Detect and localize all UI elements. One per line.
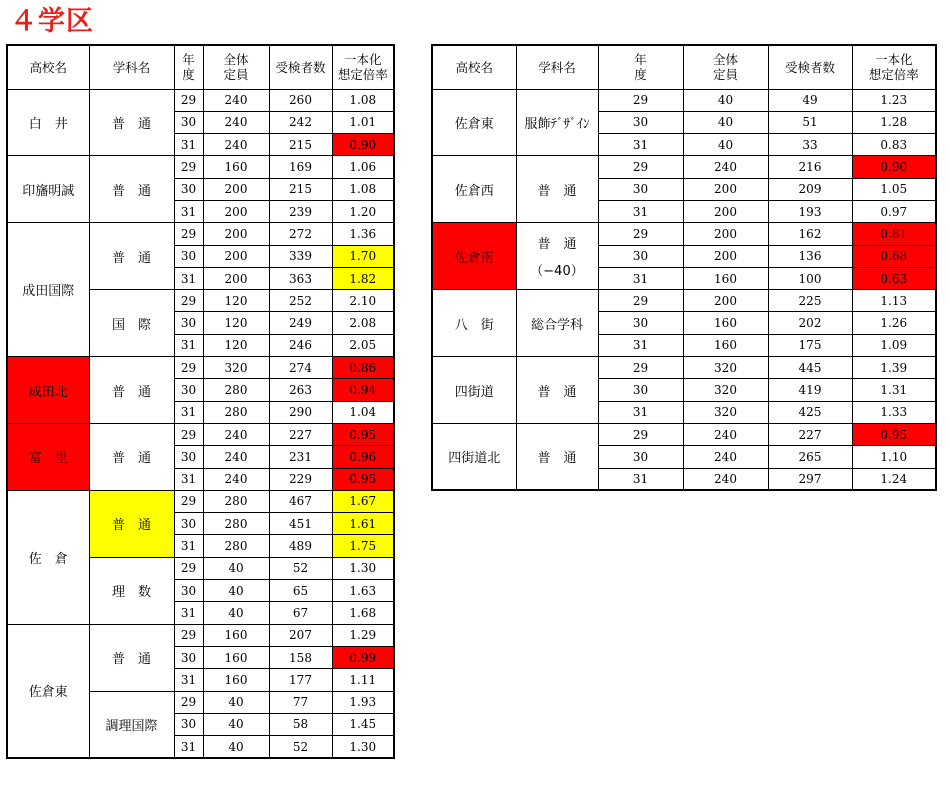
school-name: 白 井 <box>7 89 89 156</box>
department-name: 国 際 <box>89 290 174 357</box>
capacity-cell: 160 <box>203 646 269 668</box>
applicants-cell: 67 <box>269 602 332 624</box>
department-name: 普 通 <box>516 357 598 424</box>
header-department: 学科名 <box>516 45 598 89</box>
ratio-cell: 1.93 <box>332 691 394 713</box>
ratio-cell: 0.90 <box>332 134 394 156</box>
capacity-cell: 280 <box>203 513 269 535</box>
applicants-cell: 227 <box>269 423 332 445</box>
capacity-cell: 320 <box>683 357 768 379</box>
year-cell: 31 <box>598 200 683 222</box>
school-name: 印旛明誠 <box>7 156 89 223</box>
header-school: 高校名 <box>7 45 89 89</box>
department-name: 普 通 <box>89 156 174 223</box>
year-cell: 29 <box>598 156 683 178</box>
year-cell: 29 <box>174 357 203 379</box>
capacity-cell: 240 <box>683 156 768 178</box>
applicants-cell: 193 <box>768 200 852 222</box>
year-cell: 30 <box>174 513 203 535</box>
department-name: 普 通 <box>89 423 174 490</box>
capacity-cell: 40 <box>203 736 269 758</box>
applicants-cell: 252 <box>269 290 332 312</box>
applicants-cell: 202 <box>768 312 852 334</box>
ratio-cell: 1.28 <box>852 111 936 133</box>
header-applicants: 受検者数 <box>269 45 332 89</box>
applicants-cell: 419 <box>768 379 852 401</box>
capacity-cell: 160 <box>203 669 269 691</box>
year-cell: 31 <box>174 468 203 490</box>
year-cell: 31 <box>174 401 203 423</box>
capacity-cell: 120 <box>203 290 269 312</box>
ratio-cell: 1.24 <box>852 468 936 490</box>
applicants-cell: 136 <box>768 245 852 267</box>
ratio-cell: 1.33 <box>852 401 936 423</box>
header-ratio: 一本化 想定倍率 <box>332 45 394 89</box>
ratio-cell: 1.20 <box>332 200 394 222</box>
capacity-cell: 320 <box>683 401 768 423</box>
applicants-cell: 216 <box>768 156 852 178</box>
ratio-cell: 1.68 <box>332 602 394 624</box>
table-row <box>432 423 936 445</box>
ratio-cell: 1.39 <box>852 357 936 379</box>
table-row <box>7 490 394 512</box>
applicants-cell: 227 <box>768 423 852 445</box>
applicants-cell: 51 <box>768 111 852 133</box>
year-cell: 31 <box>598 334 683 356</box>
applicants-cell: 265 <box>768 446 852 468</box>
ratio-cell: 1.61 <box>332 513 394 535</box>
applicants-cell: 162 <box>768 223 852 245</box>
ratio-cell: 2.10 <box>332 290 394 312</box>
applicants-cell: 158 <box>269 646 332 668</box>
capacity-cell: 40 <box>683 134 768 156</box>
table-row <box>7 156 394 178</box>
applicants-cell: 239 <box>269 200 332 222</box>
ratio-cell: 1.70 <box>332 245 394 267</box>
year-cell: 30 <box>174 178 203 200</box>
year-cell: 30 <box>174 713 203 735</box>
school-name: 佐倉西 <box>432 156 516 223</box>
department-name: 普 通 <box>89 490 174 557</box>
year-cell: 30 <box>598 245 683 267</box>
school-name: 四街道 <box>432 357 516 424</box>
capacity-cell: 240 <box>683 468 768 490</box>
year-cell: 30 <box>174 379 203 401</box>
ratio-cell: 0.90 <box>852 156 936 178</box>
applicants-cell: 169 <box>269 156 332 178</box>
ratio-cell: 0.97 <box>852 200 936 222</box>
capacity-cell: 40 <box>203 602 269 624</box>
ratio-cell: 0.95 <box>852 423 936 445</box>
ratio-cell: 1.06 <box>332 156 394 178</box>
year-cell: 31 <box>174 602 203 624</box>
capacity-cell: 240 <box>203 111 269 133</box>
year-cell: 29 <box>174 423 203 445</box>
year-cell: 29 <box>598 423 683 445</box>
ratio-cell: 0.95 <box>332 468 394 490</box>
year-cell: 29 <box>598 89 683 111</box>
applicants-cell: 52 <box>269 557 332 579</box>
capacity-cell: 40 <box>203 580 269 602</box>
ratio-cell: 1.30 <box>332 736 394 758</box>
header-row <box>7 45 394 89</box>
page-title: ４学区 <box>10 6 94 37</box>
department-name: 普 通 （−40） <box>516 223 598 290</box>
table-row <box>7 624 394 646</box>
school-name: 四街道北 <box>432 423 516 490</box>
applicants-cell: 175 <box>768 334 852 356</box>
school-name: 富 里 <box>7 423 89 490</box>
capacity-cell: 160 <box>683 312 768 334</box>
table-row <box>432 89 936 111</box>
ratio-cell: 1.63 <box>332 580 394 602</box>
year-cell: 31 <box>174 535 203 557</box>
applicants-cell: 290 <box>269 401 332 423</box>
applicants-cell: 249 <box>269 312 332 334</box>
year-cell: 30 <box>598 111 683 133</box>
applicants-cell: 272 <box>269 223 332 245</box>
applicants-cell: 52 <box>269 736 332 758</box>
header-capacity: 全体 定員 <box>683 45 768 89</box>
year-cell: 29 <box>174 156 203 178</box>
applicants-cell: 58 <box>269 713 332 735</box>
table-row <box>7 357 394 379</box>
year-cell: 29 <box>174 691 203 713</box>
ratio-cell: 1.45 <box>332 713 394 735</box>
right-table-body <box>432 89 936 490</box>
table-row <box>7 423 394 445</box>
ratio-cell: 0.96 <box>332 446 394 468</box>
ratio-cell: 1.75 <box>332 535 394 557</box>
capacity-cell: 240 <box>203 468 269 490</box>
department-name: 普 通 <box>89 624 174 691</box>
right-enrollment-table <box>431 44 937 491</box>
year-cell: 31 <box>174 669 203 691</box>
capacity-cell: 160 <box>203 156 269 178</box>
header-row <box>432 45 936 89</box>
ratio-cell: 1.09 <box>852 334 936 356</box>
left-table-body <box>7 89 394 758</box>
table-row <box>432 156 936 178</box>
department-name: 調理国際 <box>89 691 174 758</box>
capacity-cell: 200 <box>203 245 269 267</box>
school-name: 成田国際 <box>7 223 89 357</box>
year-cell: 31 <box>174 334 203 356</box>
capacity-cell: 240 <box>203 423 269 445</box>
applicants-cell: 207 <box>269 624 332 646</box>
ratio-cell: 0.99 <box>332 646 394 668</box>
ratio-cell: 0.81 <box>852 223 936 245</box>
department-note: （−40） <box>530 264 584 280</box>
header-year: 年 度 <box>598 45 683 89</box>
year-cell: 31 <box>174 267 203 289</box>
year-cell: 29 <box>174 89 203 111</box>
applicants-cell: 65 <box>269 580 332 602</box>
capacity-cell: 40 <box>683 111 768 133</box>
ratio-cell: 2.05 <box>332 334 394 356</box>
ratio-cell: 0.68 <box>852 245 936 267</box>
applicants-cell: 274 <box>269 357 332 379</box>
ratio-cell: 1.13 <box>852 290 936 312</box>
ratio-cell: 1.08 <box>332 89 394 111</box>
year-cell: 29 <box>174 557 203 579</box>
school-name: 佐倉東 <box>7 624 89 758</box>
ratio-cell: 0.95 <box>332 423 394 445</box>
table-row <box>432 223 936 245</box>
applicants-cell: 100 <box>768 267 852 289</box>
year-cell: 29 <box>174 490 203 512</box>
applicants-cell: 225 <box>768 290 852 312</box>
capacity-cell: 40 <box>203 691 269 713</box>
year-cell: 30 <box>174 446 203 468</box>
capacity-cell: 280 <box>203 490 269 512</box>
applicants-cell: 297 <box>768 468 852 490</box>
ratio-cell: 1.82 <box>332 267 394 289</box>
capacity-cell: 120 <box>203 334 269 356</box>
applicants-cell: 209 <box>768 178 852 200</box>
department-name: 総合学科 <box>516 290 598 357</box>
school-name: 成田北 <box>7 357 89 424</box>
school-name: 佐 倉 <box>7 490 89 624</box>
year-cell: 29 <box>174 624 203 646</box>
ratio-cell: 1.26 <box>852 312 936 334</box>
year-cell: 30 <box>598 312 683 334</box>
capacity-cell: 240 <box>683 446 768 468</box>
capacity-cell: 200 <box>683 245 768 267</box>
header-school: 高校名 <box>432 45 516 89</box>
ratio-cell: 1.05 <box>852 178 936 200</box>
school-name: 佐倉南 <box>432 223 516 290</box>
year-cell: 29 <box>174 223 203 245</box>
ratio-cell: 1.31 <box>852 379 936 401</box>
department-name: 普 通 <box>89 223 174 290</box>
year-cell: 30 <box>174 646 203 668</box>
year-cell: 30 <box>598 379 683 401</box>
applicants-cell: 231 <box>269 446 332 468</box>
year-cell: 29 <box>174 290 203 312</box>
capacity-cell: 120 <box>203 312 269 334</box>
applicants-cell: 263 <box>269 379 332 401</box>
capacity-cell: 200 <box>203 223 269 245</box>
applicants-cell: 229 <box>269 468 332 490</box>
year-cell: 30 <box>598 446 683 468</box>
year-cell: 31 <box>598 267 683 289</box>
table-row <box>432 357 936 379</box>
capacity-cell: 240 <box>203 446 269 468</box>
applicants-cell: 246 <box>269 334 332 356</box>
ratio-cell: 2.08 <box>332 312 394 334</box>
department-name: 普 通 <box>516 423 598 490</box>
capacity-cell: 160 <box>683 267 768 289</box>
header-capacity: 全体 定員 <box>203 45 269 89</box>
year-cell: 31 <box>598 468 683 490</box>
capacity-cell: 200 <box>203 178 269 200</box>
applicants-cell: 215 <box>269 134 332 156</box>
ratio-cell: 0.83 <box>852 134 936 156</box>
capacity-cell: 200 <box>683 200 768 222</box>
applicants-cell: 451 <box>269 513 332 535</box>
year-cell: 31 <box>598 134 683 156</box>
applicants-cell: 177 <box>269 669 332 691</box>
school-name: 八 街 <box>432 290 516 357</box>
department-name: 普 通 <box>516 156 598 223</box>
applicants-cell: 242 <box>269 111 332 133</box>
table-row <box>7 89 394 111</box>
ratio-cell: 1.29 <box>332 624 394 646</box>
left-enrollment-table <box>6 44 395 759</box>
ratio-cell: 0.86 <box>332 357 394 379</box>
header-applicants: 受検者数 <box>768 45 852 89</box>
capacity-cell: 200 <box>683 178 768 200</box>
capacity-cell: 200 <box>683 290 768 312</box>
applicants-cell: 49 <box>768 89 852 111</box>
year-cell: 31 <box>174 134 203 156</box>
school-name: 佐倉東 <box>432 89 516 156</box>
capacity-cell: 200 <box>203 267 269 289</box>
capacity-cell: 40 <box>203 557 269 579</box>
capacity-cell: 320 <box>683 379 768 401</box>
capacity-cell: 240 <box>203 89 269 111</box>
applicants-cell: 33 <box>768 134 852 156</box>
ratio-cell: 1.30 <box>332 557 394 579</box>
ratio-cell: 1.01 <box>332 111 394 133</box>
year-cell: 31 <box>174 736 203 758</box>
year-cell: 30 <box>174 580 203 602</box>
capacity-cell: 240 <box>203 134 269 156</box>
capacity-cell: 200 <box>203 200 269 222</box>
applicants-cell: 77 <box>269 691 332 713</box>
ratio-cell: 0.94 <box>332 379 394 401</box>
capacity-cell: 40 <box>203 713 269 735</box>
year-cell: 30 <box>174 111 203 133</box>
year-cell: 30 <box>174 312 203 334</box>
department-name: 服飾ﾃﾞｻﾞｲﾝ <box>516 89 598 156</box>
ratio-cell: 1.11 <box>332 669 394 691</box>
year-cell: 31 <box>598 401 683 423</box>
applicants-cell: 363 <box>269 267 332 289</box>
capacity-cell: 160 <box>683 334 768 356</box>
header-ratio: 一本化 想定倍率 <box>852 45 936 89</box>
ratio-cell: 1.08 <box>332 178 394 200</box>
capacity-cell: 240 <box>683 423 768 445</box>
year-cell: 31 <box>174 200 203 222</box>
table-row <box>432 290 936 312</box>
ratio-cell: 1.10 <box>852 446 936 468</box>
capacity-cell: 280 <box>203 535 269 557</box>
applicants-cell: 425 <box>768 401 852 423</box>
ratio-cell: 1.04 <box>332 401 394 423</box>
ratio-cell: 1.67 <box>332 490 394 512</box>
department-name: 普 通 <box>89 357 174 424</box>
year-cell: 29 <box>598 290 683 312</box>
applicants-cell: 260 <box>269 89 332 111</box>
ratio-cell: 0.63 <box>852 267 936 289</box>
capacity-cell: 280 <box>203 379 269 401</box>
applicants-cell: 215 <box>269 178 332 200</box>
header-department: 学科名 <box>89 45 174 89</box>
table-row <box>7 223 394 245</box>
ratio-cell: 1.36 <box>332 223 394 245</box>
department-name: 普 通 <box>89 89 174 156</box>
applicants-cell: 339 <box>269 245 332 267</box>
applicants-cell: 445 <box>768 357 852 379</box>
year-cell: 30 <box>598 178 683 200</box>
ratio-cell: 1.23 <box>852 89 936 111</box>
capacity-cell: 200 <box>683 223 768 245</box>
applicants-cell: 467 <box>269 490 332 512</box>
capacity-cell: 280 <box>203 401 269 423</box>
year-cell: 29 <box>598 223 683 245</box>
capacity-cell: 40 <box>683 89 768 111</box>
year-cell: 29 <box>598 357 683 379</box>
capacity-cell: 160 <box>203 624 269 646</box>
year-cell: 30 <box>174 245 203 267</box>
department-name: 理 数 <box>89 557 174 624</box>
capacity-cell: 320 <box>203 357 269 379</box>
header-year: 年 度 <box>174 45 203 89</box>
applicants-cell: 489 <box>269 535 332 557</box>
